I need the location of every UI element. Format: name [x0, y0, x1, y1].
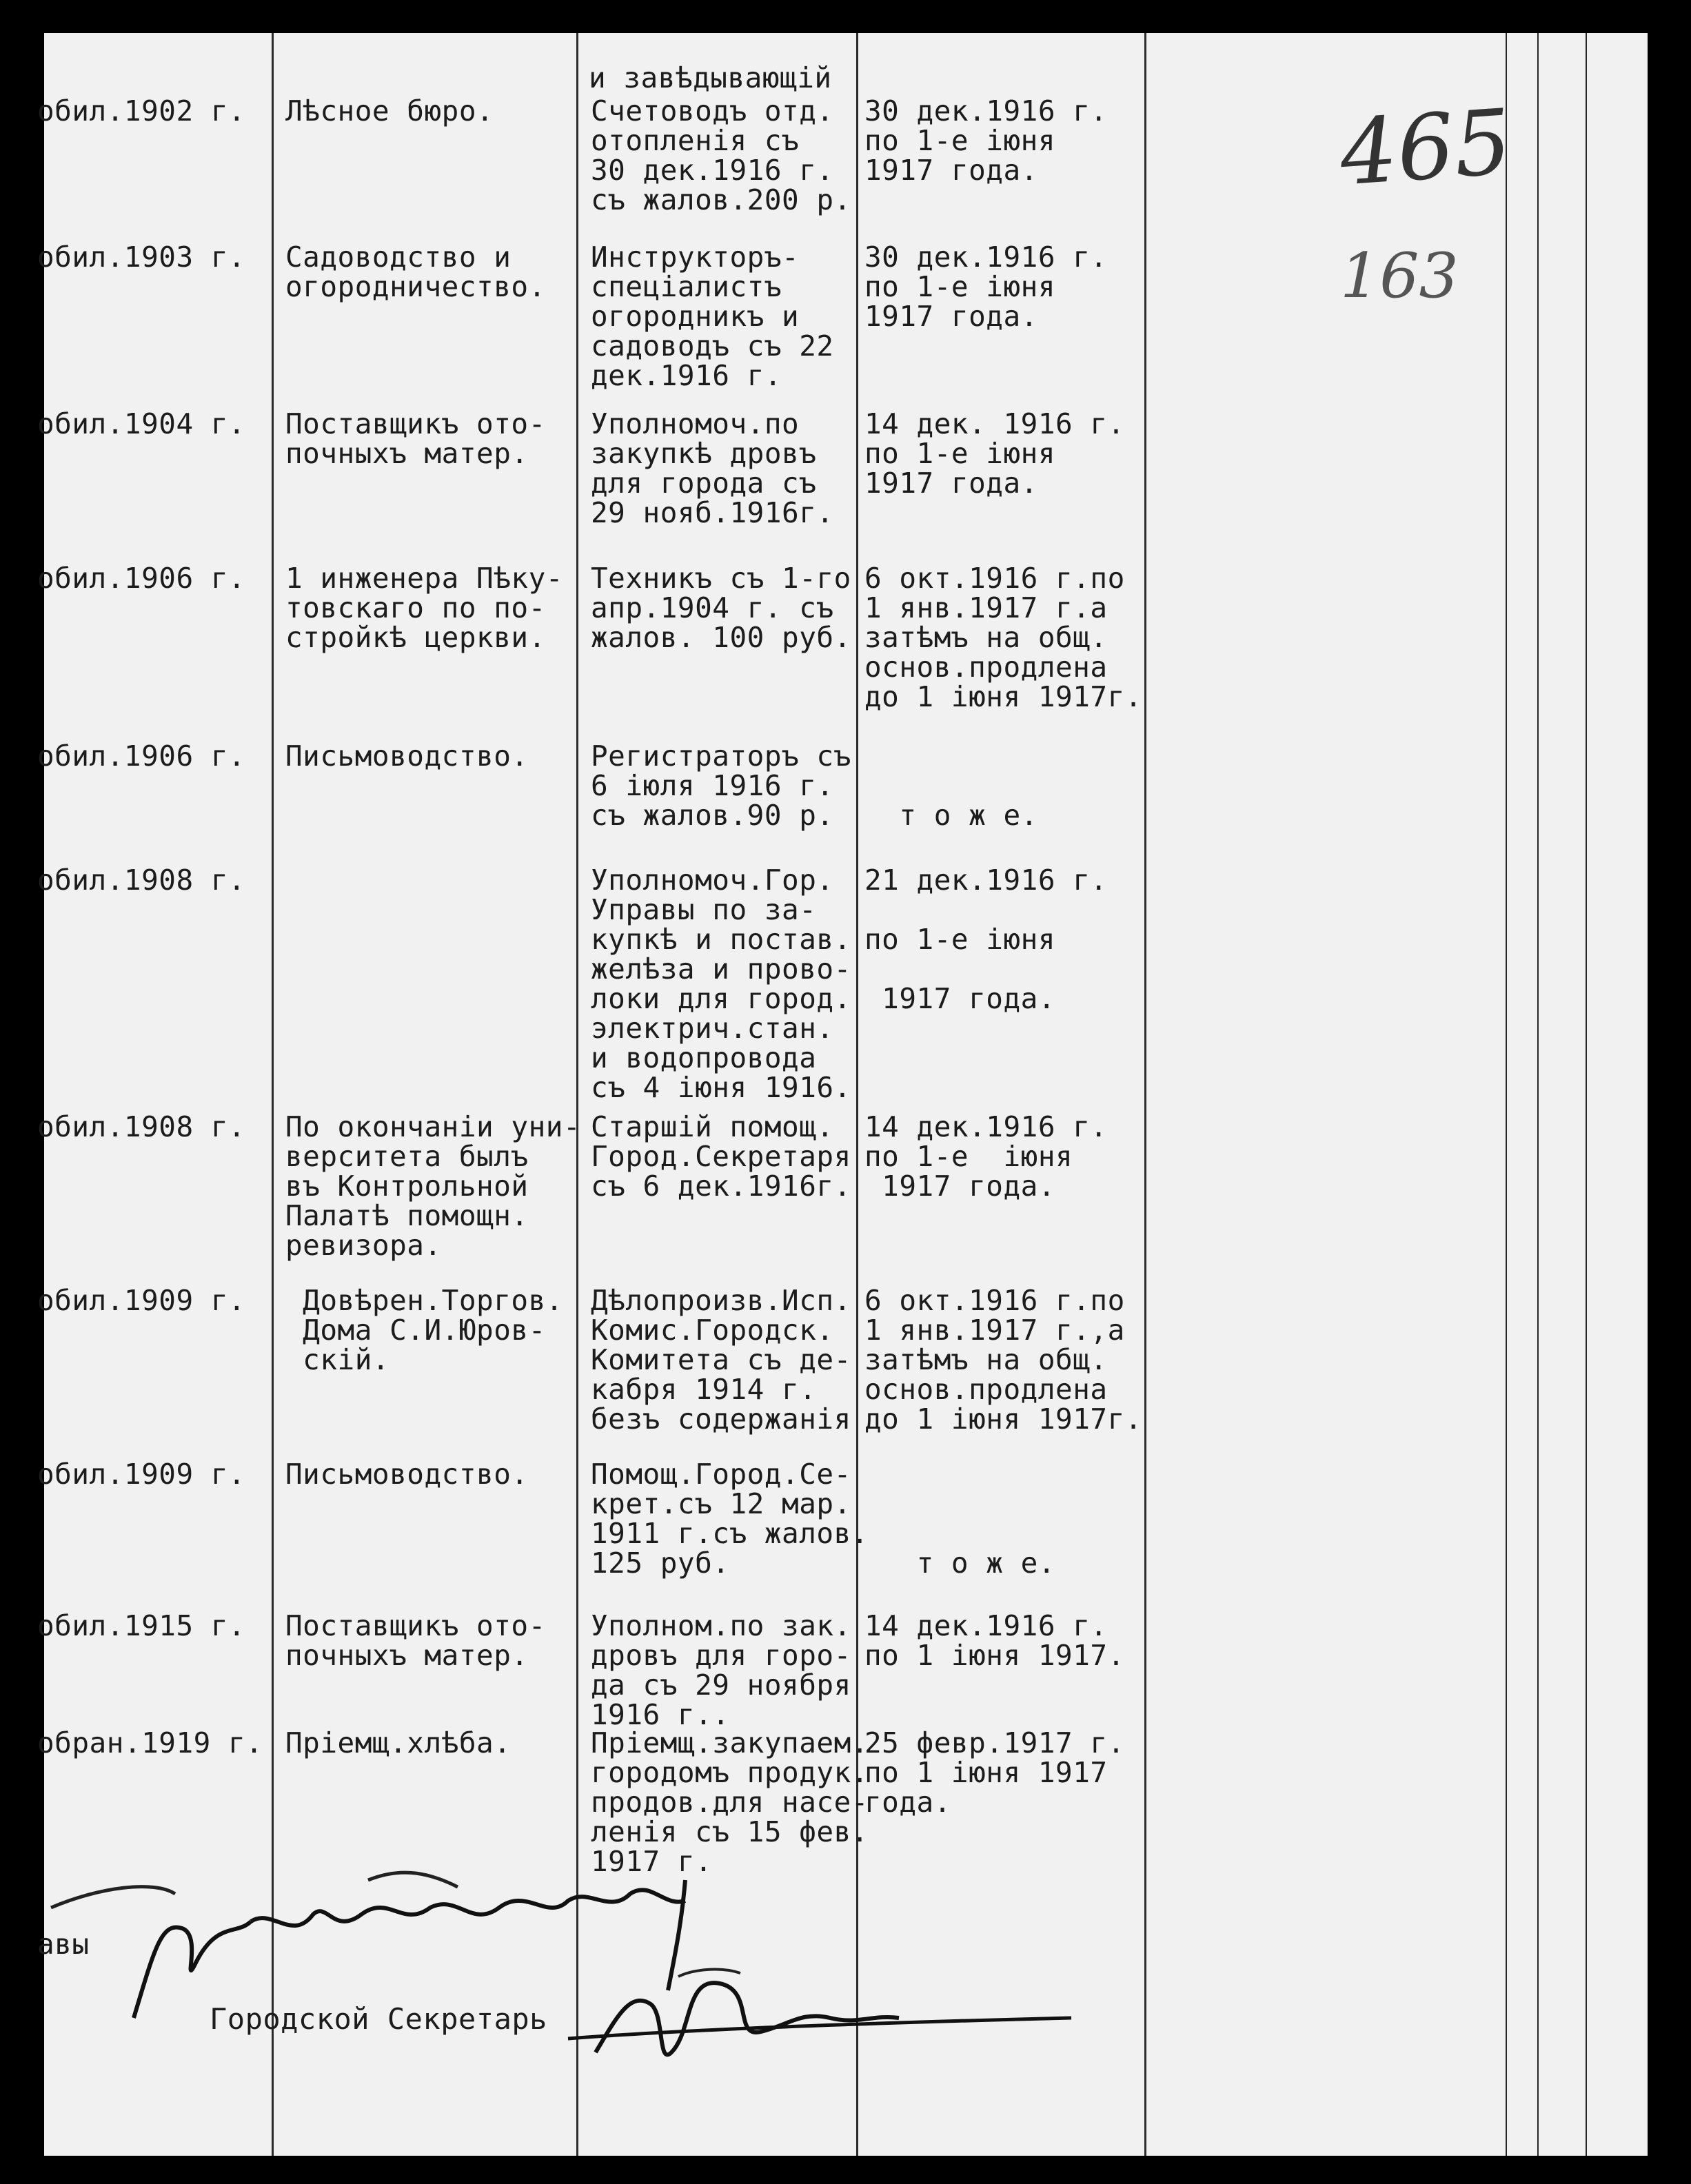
service-start: обил.1903 г. — [37, 241, 246, 274]
deferment-period: т о ж е. — [916, 1547, 1056, 1580]
previous-service: 1 инженера Пѣку- товскаго по по- стройкѣ церкви. — [285, 562, 563, 654]
previous-service: По окончаніи уни- верситета былъ въ Контрольной Палатѣ помощн. ревизора. — [285, 1110, 581, 1262]
column-rule — [1586, 33, 1587, 2156]
column-rule — [576, 33, 578, 2156]
deferment-period: 6 окт.1916 г.по 1 янв.1917 г.,а затѣмъ на общ. основ.продлена до 1 іюня 1917г. — [864, 1284, 1142, 1436]
deferment-period: 30 дек.1916 г. по 1-е іюня 1917 года. — [864, 94, 1108, 187]
deferment-period: 21 дек.1916 г. по 1-е іюня 1917 года. — [864, 864, 1108, 1015]
position: Уполномоч.Гор. Управы по за- купкѣ и постав. желѣза и прово- локи для город. электрич.стан. и водопровода съ 4 іюня 1916. — [591, 864, 851, 1104]
deferment-period: 30 дек.1916 г. по 1-е іюня 1917 года. — [864, 241, 1108, 333]
position: Техникъ съ 1-го апр.1904 г. съ жалов. 100 руб. — [591, 562, 851, 654]
position: Помощ.Город.Се- крет.съ 12 мар. 1911 г.съ жалов. 125 руб. — [591, 1458, 869, 1580]
service-start: обил.1906 г. — [37, 562, 246, 595]
previous-service: Садоводство и огородничество. — [285, 241, 546, 303]
service-start: обил.1909 г. — [37, 1458, 246, 1491]
position: Уполномоч.по закупкѣ дровъ для города съ 29 нояб.1916г. — [591, 407, 834, 529]
service-start: обил.1906 г. — [37, 739, 246, 773]
page-number-mark: 465 — [1337, 89, 1515, 206]
previous-service: Поставщикъ ото- почныхъ матер. — [285, 407, 546, 470]
column-rule — [272, 33, 274, 2156]
signature-secretary — [554, 1949, 1106, 2101]
position: Инструкторъ- спеціалистъ огородникъ и садоводъ съ 22 дек.1916 г. — [591, 241, 834, 392]
deferment-period: 14 дек.1916 г. по 1 іюня 1917. — [864, 1609, 1125, 1672]
previous-service: Лѣсное бюро. — [285, 94, 494, 127]
previous-service: Довѣрен.Торгов. Дома С.И.Юров- скій. — [303, 1284, 563, 1376]
column-rule — [1537, 33, 1539, 2156]
service-start: обран.1919 г. — [37, 1726, 263, 1759]
position: Старшій помощ. Город.Секретаря съ 6 дек.1916г. — [591, 1110, 851, 1203]
column-rule — [1144, 33, 1146, 2156]
position: Регистраторъ съ 6 іюля 1916 г. съ жалов.90 р. — [591, 739, 851, 832]
document-sheet — [37, 33, 1648, 2156]
service-start: обил.1908 г. — [37, 1110, 246, 1143]
previous-service: Письмоводство. — [285, 1458, 529, 1491]
footer-left-fragment: авы — [37, 1928, 90, 1961]
previous-service: Письмоводство. — [285, 739, 529, 773]
deferment-period: 25 февр.1917 г. по 1 іюня 1917 года. — [864, 1726, 1125, 1819]
service-start: обил.1915 г. — [37, 1609, 246, 1642]
service-start: обил.1902 г. — [37, 94, 246, 127]
service-start: обил.1909 г. — [37, 1284, 246, 1317]
position: Пріемщ.закупаем. городомъ продук. продов.для насе- ленія съ 15 фев. 1917 г. — [591, 1726, 869, 1878]
deferment-period: 6 окт.1916 г.по 1 янв.1917 г.а затѣмъ на общ. основ.продлена до 1 іюня 1917г. — [864, 562, 1142, 713]
alt-number-mark: 163 — [1340, 240, 1459, 312]
service-start: обил.1904 г. — [37, 407, 246, 440]
previous-service: Пріемщ.хлѣба. — [285, 1726, 512, 1759]
column-rule — [1506, 33, 1507, 2156]
service-start: обил.1908 г. — [37, 864, 246, 897]
position: Счетоводъ отд. отопленія съ 30 дек.1916 г. съ жалов.200 р. — [591, 94, 851, 216]
deferment-period: 14 дек.1916 г. по 1-е іюня 1917 года. — [864, 1110, 1108, 1203]
previous-service: Поставщикъ ото- почныхъ матер. — [285, 1609, 546, 1672]
deferment-period: 14 дек. 1916 г. по 1-е іюня 1917 года. — [864, 407, 1125, 500]
position: Дѣлопроизв.Исп. Комис.Городск. Комитета съ де- кабря 1914 г. безъ содержанія — [591, 1284, 851, 1436]
deferment-period: т о ж е. — [899, 799, 1038, 832]
column-header-fragment: и завѣдывающій — [589, 61, 832, 94]
position: Уполном.по зак. дровъ для горо- да съ 29 ноября 1916 г.. — [591, 1609, 851, 1731]
secretary-label: Городской Секретарь — [210, 2002, 547, 2036]
